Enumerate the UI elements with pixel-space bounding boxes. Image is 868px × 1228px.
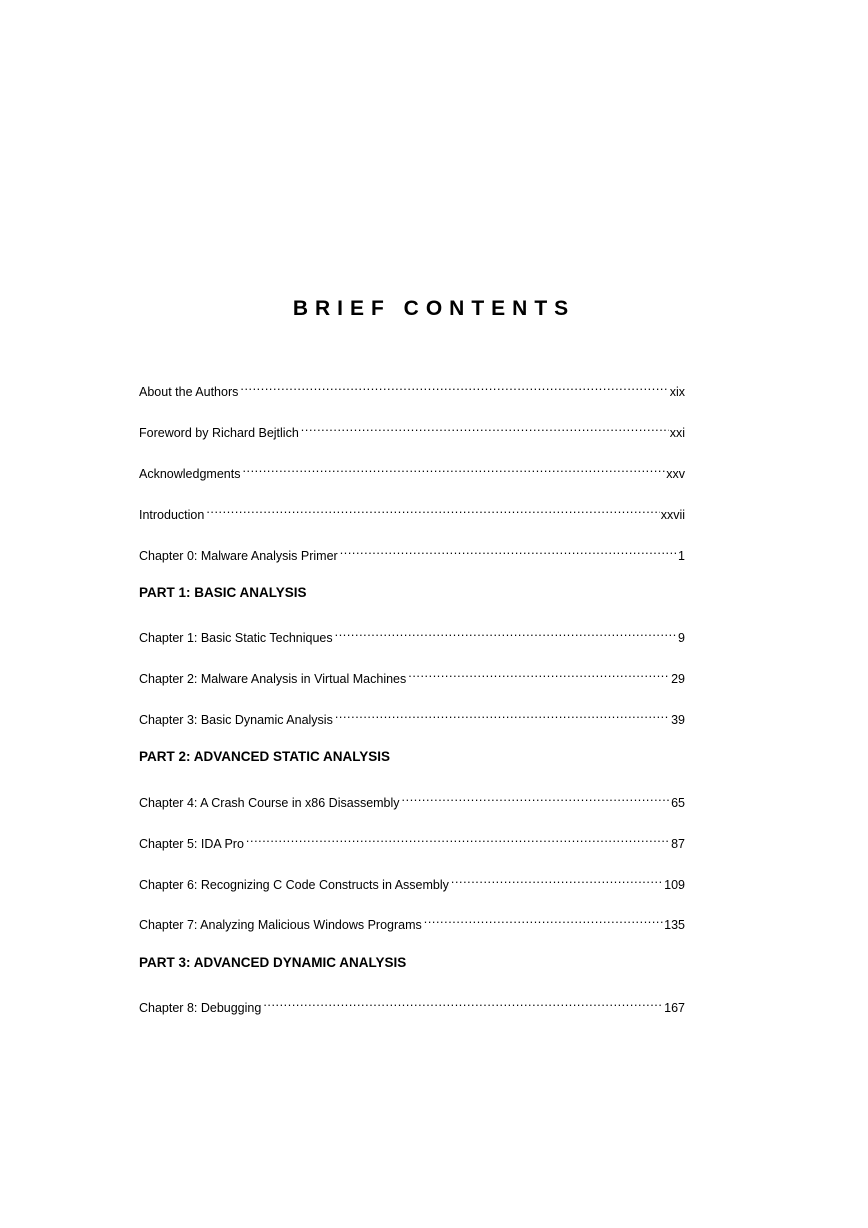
toc-entry-page: xxi: [669, 426, 685, 440]
toc-entry-title: Introduction: [139, 508, 205, 522]
toc-entry-title: Chapter 7: Analyzing Malicious Windows Programs: [139, 918, 422, 932]
toc-entry-page: 1: [678, 549, 685, 563]
toc-entry-title: About the Authors: [139, 385, 239, 399]
toc-entry-about-the-authors[interactable]: [139, 380, 685, 400]
dot-leader: [401, 791, 671, 807]
toc-entry-chapter-6[interactable]: [139, 873, 685, 893]
toc-entry-title: Chapter 1: Basic Static Techniques: [139, 631, 333, 645]
toc-entry-page: xxvii: [660, 508, 685, 522]
dot-leader: [423, 913, 663, 929]
toc-entry-title: Chapter 5: IDA Pro: [139, 837, 244, 851]
toc-entry-title: Chapter 2: Malware Analysis in Virtual Machines: [139, 672, 407, 686]
dot-leader: [239, 380, 668, 396]
toc-entry-acknowledgments[interactable]: [139, 462, 685, 482]
toc-entry-page: 65: [671, 796, 685, 810]
toc-entry-page: 167: [664, 1001, 685, 1015]
toc-entry-page: 87: [671, 837, 685, 851]
toc-entry-page: 9: [678, 631, 685, 645]
toc-part-2-heading[interactable]: PART 2: ADVANCED STATIC ANALYSIS: [139, 749, 391, 764]
dot-leader: [262, 996, 663, 1012]
toc-entry-page: 109: [664, 878, 685, 892]
toc-entry-chapter-1[interactable]: [139, 626, 685, 646]
toc-entry-chapter-0[interactable]: [139, 544, 685, 564]
toc-entry-page: 29: [671, 672, 685, 686]
toc-entry-foreword[interactable]: [139, 421, 685, 441]
toc-entry-chapter-7[interactable]: [139, 913, 685, 933]
toc-entry-chapter-2[interactable]: [139, 667, 685, 687]
toc-entry-chapter-4[interactable]: [139, 791, 685, 811]
dot-leader: [334, 708, 670, 724]
dot-leader: [245, 832, 670, 848]
toc-entry-title: Chapter 3: Basic Dynamic Analysis: [139, 713, 333, 727]
dot-leader: [334, 626, 677, 642]
dot-leader: [450, 873, 663, 889]
dot-leader: [205, 503, 659, 519]
toc-entry-title: Foreword by Richard Bejtlich: [139, 426, 299, 440]
toc-part-3-heading[interactable]: PART 3: ADVANCED DYNAMIC ANALYSIS: [139, 955, 407, 970]
dot-leader: [339, 544, 677, 560]
toc-entry-page: 39: [671, 713, 685, 727]
dot-leader: [407, 667, 670, 683]
dot-leader: [241, 462, 665, 478]
toc-entry-title: Acknowledgments: [139, 467, 241, 481]
toc-entry-introduction[interactable]: [139, 503, 685, 523]
toc-part-1-heading[interactable]: PART 1: BASIC ANALYSIS: [139, 585, 307, 600]
toc-entry-chapter-3[interactable]: [139, 708, 685, 728]
toc-entry-page: xix: [669, 385, 685, 399]
page-title: BRIEF CONTENTS: [292, 297, 576, 320]
toc-entry-title: Chapter 8: Debugging: [139, 1001, 262, 1015]
toc-entry-chapter-5[interactable]: [139, 832, 685, 852]
toc-entry-page: 135: [664, 918, 685, 932]
toc-entry-chapter-8[interactable]: [139, 996, 685, 1016]
toc-entry-page: xxv: [666, 467, 685, 481]
toc-entry-title: Chapter 6: Recognizing C Code Constructs in Assembly: [139, 878, 449, 892]
toc-entry-title: Chapter 4: A Crash Course in x86 Disassembly: [139, 796, 400, 810]
toc-entry-title: Chapter 0: Malware Analysis Primer: [139, 549, 338, 563]
dot-leader: [300, 421, 669, 437]
